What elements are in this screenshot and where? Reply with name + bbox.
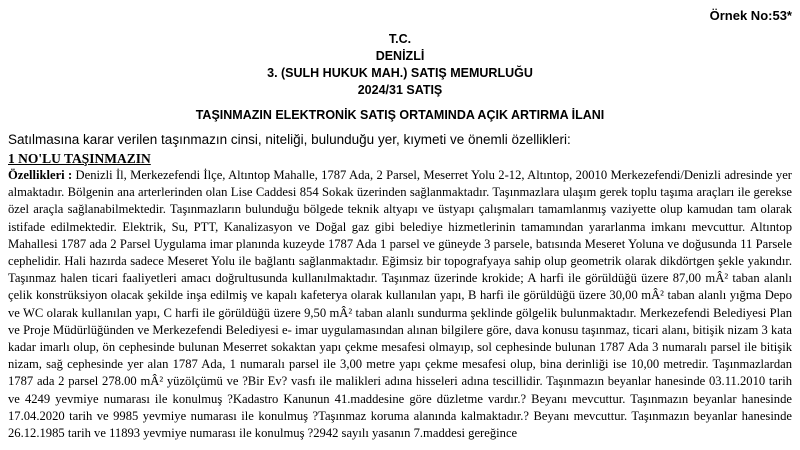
features-label: Özellikleri : — [8, 168, 73, 182]
header-city: DENİZLİ — [375, 49, 425, 63]
document-header — [0, 31, 800, 99]
header-office: 3. (SULH HUKUK MAH.) SATIŞ MEMURLUĞU — [267, 66, 533, 80]
property-section-heading: 1 NO'LU TAŞINMAZIN — [8, 151, 151, 166]
property-description — [8, 167, 792, 442]
features-text: Denizli İl, Merkezefendi İlçe, Altıntop Mahalle, 1787 Ada, 2 Parsel, Meserret Yolu 2-12, Altıntop, 20010 Merkezefendi/Denizli adresinde yer almaktadır. Bölgenin ana arterlerinden olan Lise Caddesi 854 Sokak üzerinden sağlanmaktadır. Taşınmazlara ulaşım gerek toplu taşıma araçları ile gerekse özel araçla sağlanabilmektedir. Taşınmazların bulunduğu bölgede teknik altyapı ve üstyapı çalışmaları tamamlanmış vaziyette olup kamudan tam olarak istifade edilmektedir. Elektrik, Su, PTT, Kanalizasyon ve Doğal gaz gibi belediye hizmetlerinin tamamından yararlanma imkanı mevcuttur. Altıntop Mahallesi 1787 ada 2 Parsel Uygulama imar planında kuzeyde 1787 Ada 1 parsel ve güneyde 3 parsele, batısında Meseret Yoluna ve doğusunda 11 Parsele cephelidir. Hali hazırda sadece Meseret Yolu ile bağlantı sağlanmaktadır. Eğimsiz bir topografyaya sahip olup geometrik olarak dikdörtgen şekle yakındır. Taşınmaz halen ticari faaliyetleri amacı doğrultusunda kullanılmaktadır. Taşınmaz üzerinde krokide; A harfi ile görüldüğü üzere 87,00 mÂ² taban alanlı çelik konstrüksiyon olacak şekilde inşa edilmiş ve kapalı kafeterya olarak kullanılan yapı, B harfi ile görüldüğü üzere 30,00 mÂ² taban alanlı yığma Depo ve WC olarak kullanılan yapı, C harfi ile görüldüğü üzere 9,50 mÂ² taban alanlı sundurma şeklinde gölgelik bulunmaktadır. Merkezefendi Belediyesi Plan ve Proje Müdürlüğünden ve Merkezefendi Belediyesi e- imar uygulamasından alınan bilgilere göre, dava konusu taşınmaz, ticari alanı, bitişik nizam 3 kata kadar imarlı olup, ön cephesinde bulunan Meserret sokaktan yapı çekme mesafesi olmayıp, sol cephesinde bulunan 1787 Ada 3 numaralı parsel ile bitişik nizam, sağ cephesinde yer alan 1787 Ada, 1 numaralı parsel ile 3,00 metre yapı çekme mesafesi olup, bina derinliği ise 10,00 metredir. Taşınmazlardan 1787 ada 2 parsel 278.00 mÂ² yüzölçümü ve ?Bir Ev? vasfı ile malikleri adına hisseleri adına tescillidir. Taşınmazın beyanlar hanesinde 03.11.2010 tarih ve 4249 yevmiye numarası ile konulmuş ?Kadastro Kanunun 41.maddesine göre düzletme vardır.? Beyanı mevcuttur. Taşınmazın beyanlar hanesinde 17.04.2020 tarih ve 9985 yevmiye numarası ile konulmuş ?Taşınmaz koruma alanında kalmaktadır.? Beyanı mevcuttur. Taşınmazın beyanlar hanesinde 26.12.1985 tarih ve 11893 yevmiye numarası ile konulmuş ?2942 sayılı yasanın 7.maddesi gereğince — [8, 168, 792, 441]
intro-text: Satılmasına karar verilen taşınmazın cinsi, niteliği, bulunduğu yer, kıymeti ve önemli özellikleri: — [8, 132, 571, 147]
header-tc: T.C. — [388, 32, 412, 46]
header-case-number: 2024/31 SATIŞ — [357, 83, 443, 97]
sample-number: Örnek No:53* — [709, 8, 792, 23]
announcement-title: TAŞINMAZIN ELEKTRONİK SATIŞ ORTAMINDA AÇIK ARTIRMA İLANI — [195, 108, 605, 122]
